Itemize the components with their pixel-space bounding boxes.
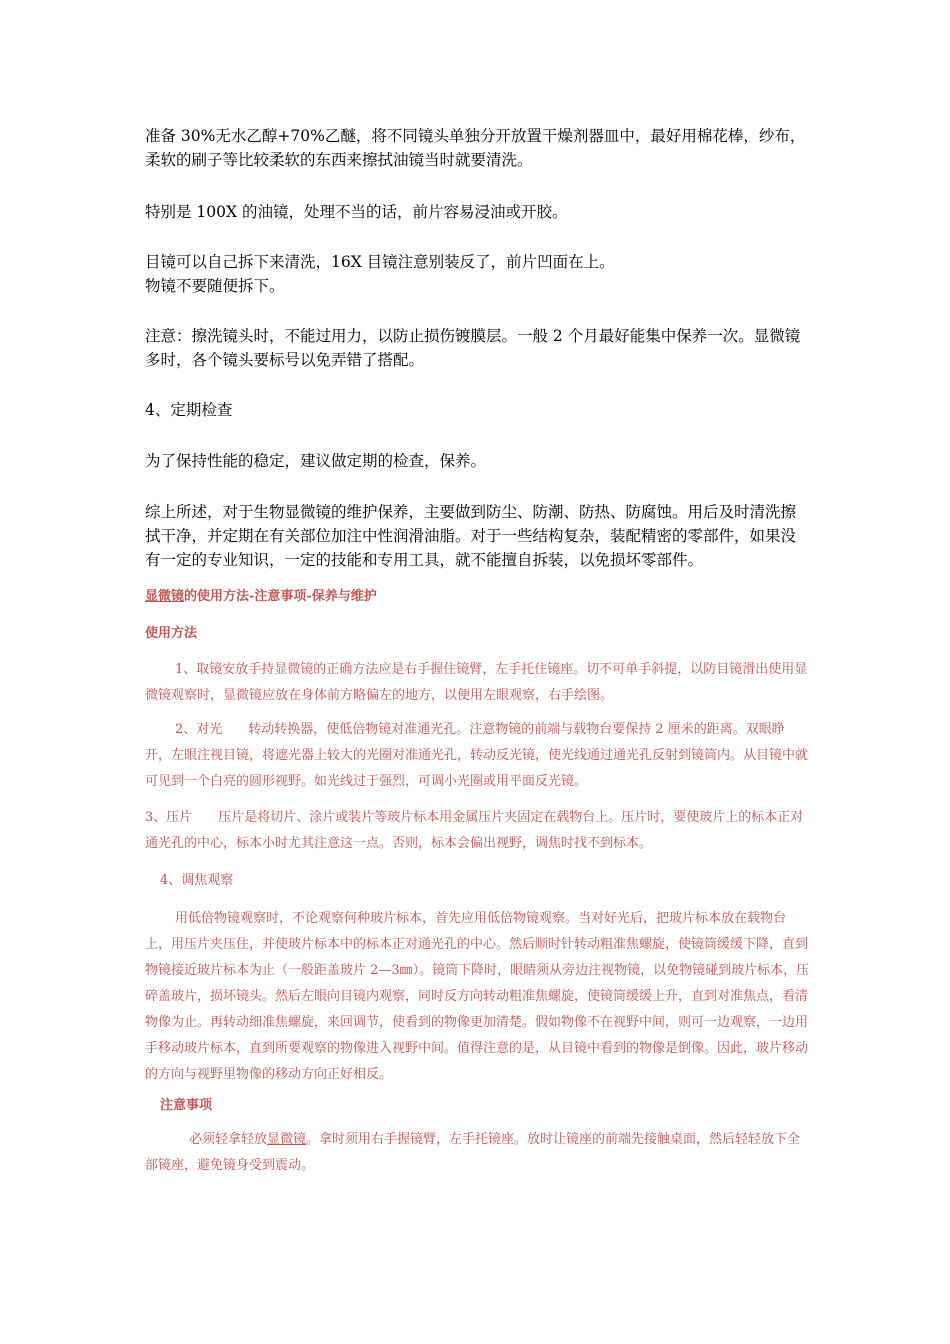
notes-heading: 注意事项: [160, 1098, 213, 1113]
notes-paragraph: [145, 1127, 810, 1179]
section-title-rest: 的使用方法-注意事项-保养与维护: [184, 589, 377, 604]
step-3: 3、压片 压片是将切片、涂片或装片等玻片标本用金属压片夹固定在载物台上。压片时，要使玻片上的标本正对通光孔的中心，标本小时尤其注意这一点。否则，标本会偏出视野，调焦时找不到标本。: [145, 810, 804, 851]
notes-post: 。拿时须用右手握镜臂，左手托镜座。放时让镜座的前端先接触桌面，然后轻轻放下全部镜座，避免镜身受到震动。: [145, 1132, 801, 1173]
paragraph-caution: 注意：擦洗镜头时，不能过用力，以防止损伤镀膜层。一般 2 个月最好能集中保养一次。显微镜多时，各个镜头要标号以免弄错了搭配。: [145, 327, 801, 369]
usage-heading: 使用方法: [145, 626, 198, 641]
section-title: [145, 587, 810, 607]
step-2: 2、对光 转动转换器，使低倍物镜对准通光孔。注意物镜的前端与载物台要保持 2 厘米的距离。双眼睁开，左眼注视目镜，将遮光器上较大的光圈对准通光孔，转动反光镜，使光线通过通光孔反射到镜筒内。从目镜中就可见到一个白亮的圆形视野。如光线过于强烈，可调小光圈或用平面反光镜。: [145, 722, 809, 789]
heading-regular-inspection: 4、定期检查: [145, 401, 233, 419]
step-4-body: 用低倍物镜观察时，不论观察何种玻片标本，首先应用低倍物镜观察。当对好光后，把玻片标本放在载物台上，用压片夹压住，并使玻片标本中的标本正对通光孔的中心。然后顺时针转动粗准焦螺旋，使镜筒缓缓下降，直到物镜接近玻片标本为止（一般距盖玻片 2—3㎜）。镜筒下降时，眼睛须从旁边注视物镜，以免物镜碰到玻片标本，压碎盖玻片，损坏镜头。然后左眼向目镜内观察，同时反方向转动粗准焦螺旋，使镜筒缓缓上升，直到对准焦点，看清物像为止。再转动细准焦螺旋，来回调节，使看到的物像更加清楚。假如物像不在视野中间，则可一边观察，一边用手移动玻片标本，直到所要观察的物像进入视野中间。值得注意的是，从目镜中看到的物像是倒像。因此，玻片移动的方向与视野里物像的移动方向正好相反。: [145, 911, 810, 1082]
microscope-link[interactable]: 显微镜: [145, 589, 185, 604]
paragraph-cleaning-solution: 准备 30%无水乙醇+70%乙醚，将不同镜头单独分开放置干燥剂器皿中，最好用棉花棒，纱布，柔软的刷子等比较柔软的东西来擦拭油镜当时就要清洗。: [145, 127, 806, 169]
paragraph-eyepiece: 目镜可以自己拆下来清洗，16X 目镜注意别装反了，前片凹面在上。: [145, 253, 615, 271]
notes-microscope-link[interactable]: 显微镜: [267, 1132, 307, 1147]
paragraph-inspection: 为了保持性能的稳定，建议做定期的检查，保养。: [145, 452, 487, 470]
paragraph-summary: 综上所述，对于生物显微镜的维护保养，主要做到防尘、防潮、防热、防腐蚀。用后及时清洗擦拭干净，并定期在有关部位加注中性润滑油脂。对于一些结构复杂，装配精密的零部件，如果没有一定的专业知识，一定的技能和专用工具，就不能擅自拆装，以免损坏零部件。: [145, 503, 797, 569]
step-4-heading: 4、调焦观察: [160, 873, 234, 888]
paragraph-objective: 物镜不要随便拆下。: [145, 277, 285, 295]
step-1: 1、取镜安放手持显微镜的正确方法应是右手握住镜臂，左手托住镜座。切不可单手斜提，以防目镜滑出使用显微镜观察时，显微镜应放在身体前方略偏左的地方，以便用左眼观察，右手绘图。: [145, 662, 808, 703]
paragraph-oil-lens: 特别是 100X 的油镜，处理不当的话，前片容易浸油或开胶。: [145, 203, 568, 221]
notes-pre: 必须轻拿轻放: [189, 1132, 268, 1147]
